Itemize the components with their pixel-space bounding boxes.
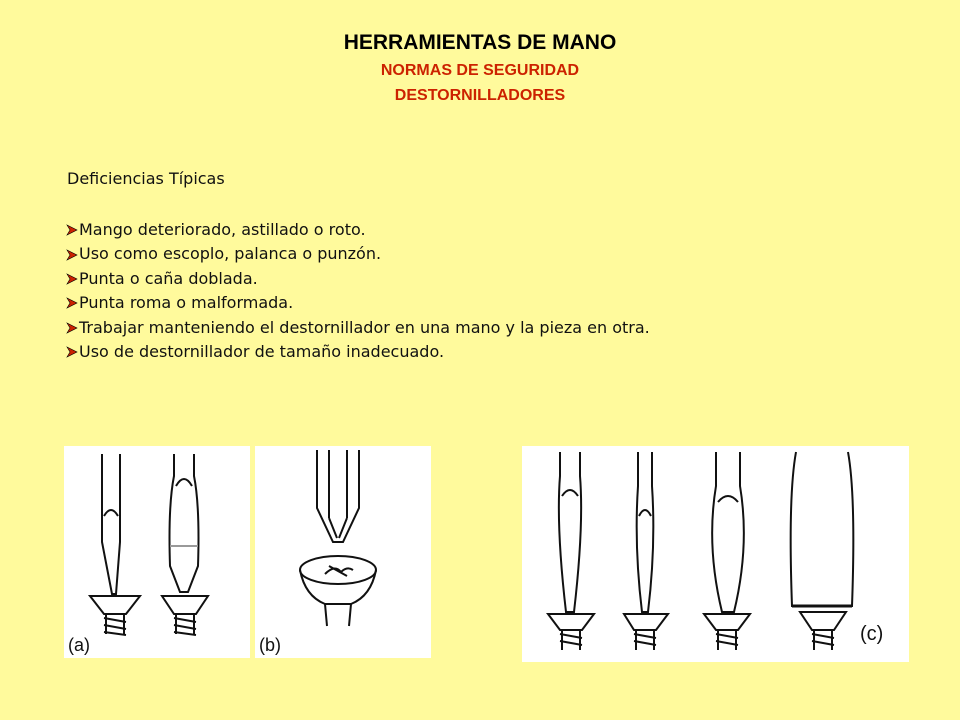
figure-label-c: (c) (860, 623, 884, 645)
list-item-text: Punta o caña doblada. (79, 268, 258, 288)
page-subtitle-norms: NORMAS DE SEGURIDAD (380, 62, 580, 79)
figure-panel-a (64, 446, 250, 658)
list-item (66, 340, 650, 364)
arrow-bullet-icon (66, 224, 78, 236)
screwdriver-illustration-b (255, 446, 431, 658)
arrow-bullet-icon (66, 346, 78, 358)
page-title: HERRAMIENTAS DE MANO (343, 31, 617, 54)
list-item (66, 267, 650, 291)
arrow-bullet-icon (66, 249, 78, 261)
list-item-text: Trabajar manteniendo el destornillador en una mano y la pieza en otra. (79, 317, 650, 337)
arrow-bullet-icon (66, 322, 78, 334)
arrow-bullet-icon (66, 297, 78, 309)
arrow-bullet-icon (66, 273, 78, 285)
page-subtitle-topic: DESTORNILLADORES (394, 87, 566, 104)
screwdriver-illustration-a (64, 446, 250, 658)
list-item-text: Mango deteriorado, astillado o roto. (79, 220, 366, 239)
list-item (66, 242, 650, 266)
figure-panel-c (522, 446, 909, 662)
list-item-text: Punta roma o malformada. (79, 293, 294, 313)
list-item (66, 316, 650, 340)
list-item (66, 291, 650, 315)
list-item (66, 218, 650, 242)
deficiency-list (66, 218, 650, 364)
list-item-text: Uso de destornillador de tamaño inadecuado. (79, 342, 445, 362)
section-title: Deficiencias Típicas (67, 169, 225, 188)
figure-label-a: (a) (68, 635, 90, 655)
screwdriver-illustration-c (522, 446, 909, 662)
figure-panel-b (255, 446, 431, 658)
figure-label-b: (b) (259, 635, 281, 655)
list-item-text: Uso como escoplo, palanca o punzón. (79, 244, 382, 264)
